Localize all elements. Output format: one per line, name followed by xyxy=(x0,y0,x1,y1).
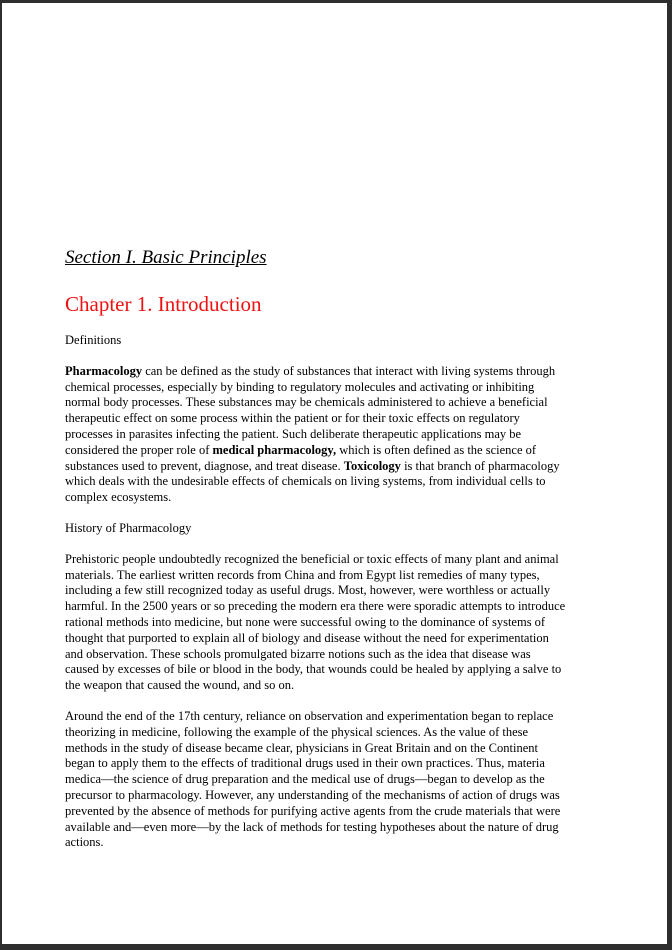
page-content xyxy=(65,246,650,851)
text-line: available and—even more—by the lack of methods for testing hypotheses about the nature of drug xyxy=(65,819,559,834)
text-line: harmful. In the 2500 years or so preceding the modern era there were sporadic attempts to introduce xyxy=(65,599,566,614)
text-line: rational methods into medicine, but none were successful owing to the dominance of systems of xyxy=(65,614,546,629)
text-line: processes in parasites infecting the patient. Such deliberate therapeutic applications may be xyxy=(65,426,522,441)
text-line: the weapon that caused the wound, and so on. xyxy=(65,678,295,693)
subheading-definitions: Definitions xyxy=(65,333,122,347)
paragraph-history-2 xyxy=(65,709,650,851)
text-line: normal body processes. These substances may be chemicals administered to achieve a beneficial xyxy=(65,395,548,410)
text-line: thought that purported to explain all of biology and disease without the need for experimentation xyxy=(65,630,549,645)
text-line: actions. xyxy=(65,835,104,850)
text-line: caused by excesses of bile or blood in the body, that wounds could be healed by applying a salve to xyxy=(65,662,562,677)
paragraph-definitions xyxy=(65,364,650,506)
text-line: Pharmacology can be defined as the study of substances that interact with living systems through xyxy=(65,363,556,378)
text-line: substances used to prevent, diagnose, and treat disease. Toxicology is that branch of pharmacology xyxy=(65,458,560,473)
text-line: considered the proper role of medical pharmacology, which is often defined as the science of xyxy=(65,442,537,457)
text-line: Around the end of the 17th century, reliance on observation and experimentation began to replace xyxy=(65,708,554,723)
text-line: therapeutic effect on some process within the patient or for their toxic effects on regulatory xyxy=(65,411,520,426)
document-page xyxy=(2,3,667,944)
text-line: theorizing in medicine, following the example of the physical sciences. As the value of these xyxy=(65,724,529,739)
text-line: which deals with the undesirable effects of chemicals on living systems, from individual cells to xyxy=(65,474,546,489)
text-line: precursor to pharmacology. However, any understanding of the mechanisms of action of drugs was xyxy=(65,787,560,802)
text-line: and observation. These schools promulgated bizarre notions such as the idea that disease was xyxy=(65,646,531,661)
text-line: began to apply them to the effects of traditional drugs used in their own practices. Thus, materia xyxy=(65,756,545,771)
text-line: prevented by the absence of methods for purifying active agents from the crude materials that were xyxy=(65,803,561,818)
text-line: complex ecosystems. xyxy=(65,490,172,505)
subheading-history: History of Pharmacology xyxy=(65,520,192,535)
section-heading: Section I. Basic Principles xyxy=(65,247,267,268)
text-line: materials. The earliest written records from China and from Egypt list remedies of many types, xyxy=(65,567,540,582)
paragraph-history-1 xyxy=(65,552,650,694)
text-line: medica—the science of drug preparation and the medical use of drugs—began to develop as the xyxy=(65,772,545,787)
chapter-heading: Chapter 1. Introduction xyxy=(65,292,262,316)
text-line: including a few still recognized today as useful drugs. Most, however, were worthless or actually xyxy=(65,583,551,598)
text-line: chemical processes, especially by binding to regulatory molecules and activating or inhibiting xyxy=(65,379,535,394)
text-line: Prehistoric people undoubtedly recognized the beneficial or toxic effects of many plant and animal xyxy=(65,551,559,566)
text-line: methods in the study of disease became clear, physicians in Great Britain and on the Continent xyxy=(65,740,538,755)
